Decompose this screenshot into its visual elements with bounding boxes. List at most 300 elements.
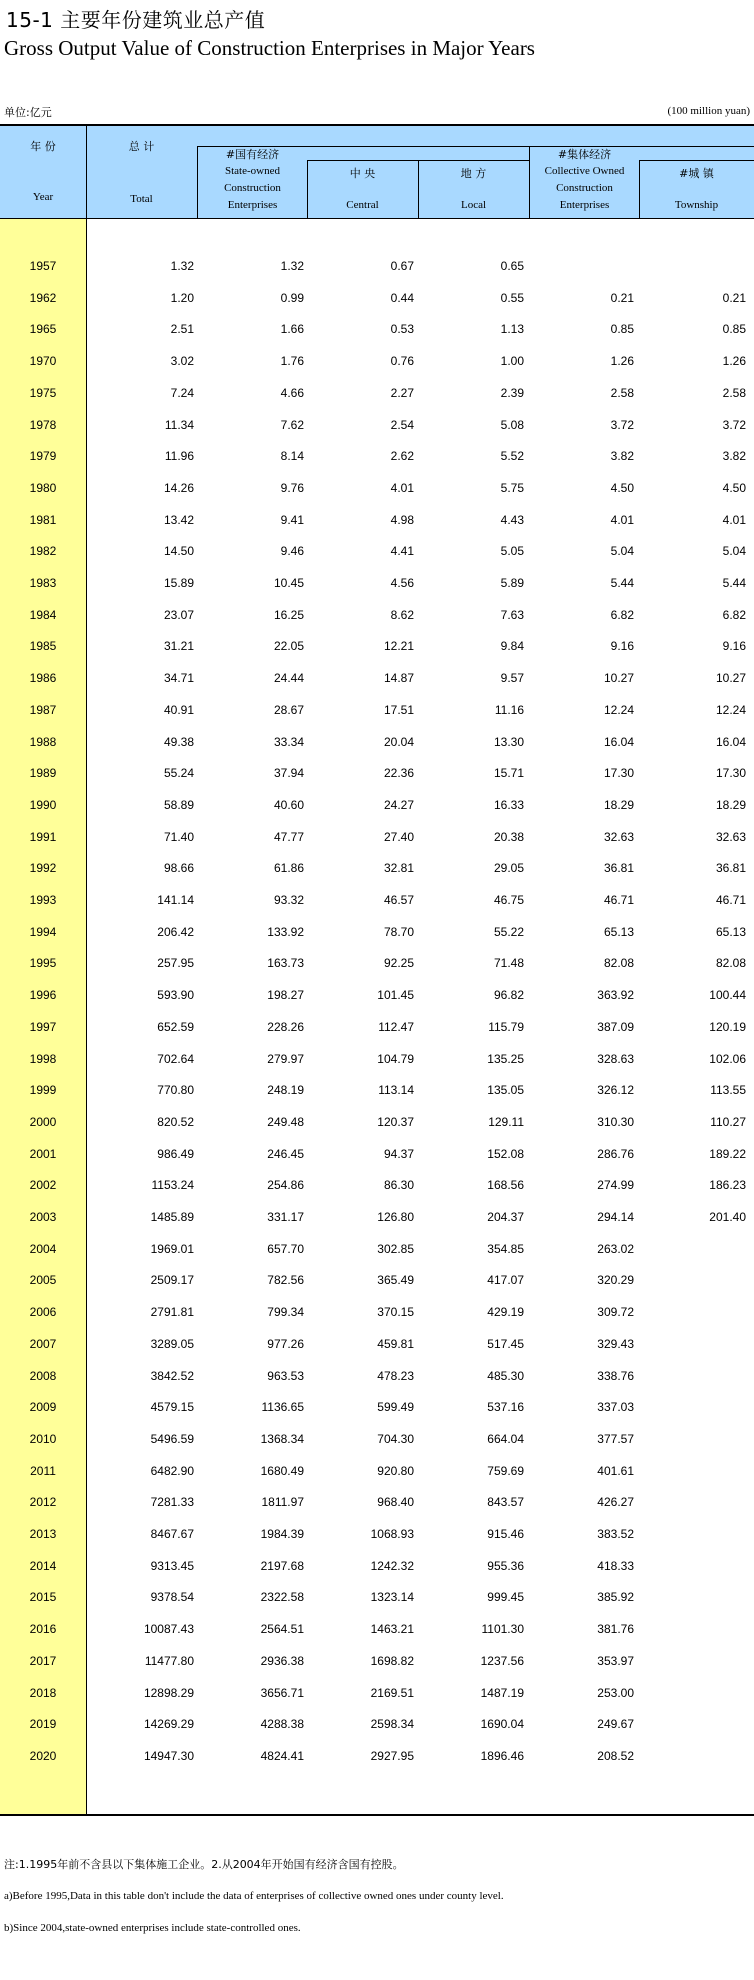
cell-year: 2004	[29, 1242, 57, 1256]
cell-local: 16.33	[493, 798, 524, 812]
cell-collective: 208.52	[597, 1749, 634, 1763]
table-row	[0, 979, 754, 1011]
cell-township: 4.50	[722, 481, 746, 495]
cell-year: 2019	[29, 1717, 57, 1731]
cell-state-owned: 4824.41	[260, 1749, 304, 1763]
cell-total: 3.02	[170, 354, 194, 368]
table-row	[0, 1645, 754, 1677]
cell-total: 652.59	[157, 1020, 194, 1034]
cell-collective: 5.04	[610, 544, 634, 558]
cell-collective: 17.30	[603, 766, 634, 780]
header-coll-cn: #集体经济	[557, 148, 612, 161]
header-local-en: Local	[460, 199, 487, 211]
cell-year: 1980	[29, 481, 57, 495]
cell-central: 22.36	[383, 766, 414, 780]
cell-township: 186.23	[709, 1178, 746, 1192]
table-row	[0, 1613, 754, 1645]
cell-local: 843.57	[487, 1495, 524, 1509]
cell-year: 1993	[29, 893, 57, 907]
cell-state-owned: 977.26	[267, 1337, 304, 1351]
cell-state-owned: 8.14	[280, 449, 304, 463]
cell-total: 34.71	[163, 671, 194, 685]
cell-central: 1323.14	[370, 1590, 414, 1604]
cell-local: 13.30	[493, 735, 524, 749]
cell-state-owned: 16.25	[273, 608, 304, 622]
header-total-cn: 总 计	[128, 140, 155, 153]
cell-state-owned: 10.45	[273, 576, 304, 590]
cell-total: 14.26	[163, 481, 194, 495]
cell-local: 1896.46	[480, 1749, 524, 1763]
cell-collective: 363.92	[597, 988, 634, 1002]
cell-collective: 353.97	[597, 1654, 634, 1668]
cell-township: 12.24	[715, 703, 746, 717]
cell-local: 537.16	[487, 1400, 524, 1414]
cell-state-owned: 1680.49	[260, 1464, 304, 1478]
cell-collective: 263.02	[597, 1242, 634, 1256]
cell-central: 365.49	[377, 1273, 414, 1287]
cell-township: 102.06	[709, 1052, 746, 1066]
cell-collective: 337.03	[597, 1400, 634, 1414]
cell-collective: 329.43	[597, 1337, 634, 1351]
cell-local: 9.57	[500, 671, 524, 685]
cell-township: 32.63	[715, 830, 746, 844]
cell-year: 2020	[29, 1749, 57, 1763]
cell-central: 920.80	[377, 1464, 414, 1478]
cell-local: 759.69	[487, 1464, 524, 1478]
table-row	[0, 1391, 754, 1423]
cell-collective: 0.21	[610, 291, 634, 305]
cell-local: 955.36	[487, 1559, 524, 1573]
cell-year: 1986	[29, 671, 57, 685]
cell-local: 152.08	[487, 1147, 524, 1161]
cell-collective: 36.81	[603, 861, 634, 875]
cell-local: 204.37	[487, 1210, 524, 1224]
cell-local: 0.55	[500, 291, 524, 305]
cell-year: 1987	[29, 703, 57, 717]
header-town-cn: #城 镇	[679, 167, 714, 180]
table-row	[0, 345, 754, 377]
cell-state-owned: 228.26	[267, 1020, 304, 1034]
cell-central: 46.57	[383, 893, 414, 907]
cell-total: 11.96	[164, 449, 194, 463]
cell-total: 1969.01	[150, 1242, 194, 1256]
table-bottom-rule	[0, 1814, 754, 1816]
cell-central: 0.53	[390, 322, 414, 336]
cell-local: 11.16	[494, 703, 524, 717]
cell-collective: 426.27	[597, 1495, 634, 1509]
cell-collective: 3.72	[610, 418, 634, 432]
cell-year: 2009	[29, 1400, 57, 1414]
cell-central: 2.27	[390, 386, 414, 400]
cell-central: 24.27	[383, 798, 414, 812]
cell-total: 1.20	[170, 291, 194, 305]
cell-state-owned: 279.97	[267, 1052, 304, 1066]
cell-local: 115.79	[488, 1020, 524, 1034]
cell-local: 5.89	[500, 576, 524, 590]
cell-total: 7.24	[170, 386, 194, 400]
table-row	[0, 377, 754, 409]
cell-year: 2016	[29, 1622, 57, 1636]
cell-central: 104.79	[377, 1052, 414, 1066]
cell-central: 2598.34	[370, 1717, 414, 1731]
cell-state-owned: 657.70	[267, 1242, 304, 1256]
cell-township: 201.40	[709, 1210, 746, 1224]
cell-local: 1.13	[500, 322, 524, 336]
cell-year: 2011	[30, 1464, 56, 1478]
note-en-a: a)Before 1995,Data in this table don't include the data of enterprises of collective owned ones under county level.	[4, 1890, 504, 1902]
cell-collective: 381.76	[597, 1622, 634, 1636]
cell-collective: 65.13	[603, 925, 634, 939]
cell-collective: 16.04	[603, 735, 634, 749]
cell-central: 2.62	[390, 449, 414, 463]
cell-collective: 387.09	[597, 1020, 634, 1034]
cell-central: 4.41	[390, 544, 414, 558]
cell-central: 1242.32	[370, 1559, 414, 1573]
header-year-en: Year	[32, 191, 54, 203]
cell-total: 986.49	[157, 1147, 194, 1161]
cell-year: 1992	[29, 861, 57, 875]
cell-central: 4.01	[390, 481, 414, 495]
table-row	[0, 630, 754, 662]
table-row	[0, 916, 754, 948]
cell-collective: 4.50	[610, 481, 634, 495]
cell-collective: 12.24	[603, 703, 634, 717]
cell-state-owned: 3656.71	[260, 1686, 304, 1700]
cell-year: 1995	[29, 956, 57, 970]
cell-collective: 385.92	[597, 1590, 634, 1604]
cell-year: 1998	[29, 1052, 57, 1066]
table-row	[0, 1169, 754, 1201]
cell-local: 0.65	[500, 259, 524, 273]
cell-township: 4.01	[722, 513, 746, 527]
cell-year: 2017	[29, 1654, 57, 1668]
cell-local: 999.45	[487, 1590, 524, 1604]
cell-central: 78.70	[383, 925, 414, 939]
table-row	[0, 1518, 754, 1550]
table-row	[0, 313, 754, 345]
cell-central: 17.51	[383, 703, 414, 717]
cell-collective: 401.61	[597, 1464, 634, 1478]
cell-collective: 82.08	[603, 956, 634, 970]
cell-central: 0.76	[390, 354, 414, 368]
cell-local: 4.43	[500, 513, 524, 527]
cell-central: 113.14	[378, 1083, 414, 1097]
cell-state-owned: 9.76	[280, 481, 304, 495]
cell-central: 101.45	[377, 988, 414, 1002]
cell-local: 5.05	[500, 544, 524, 558]
cell-township: 120.19	[709, 1020, 746, 1034]
cell-central: 126.80	[377, 1210, 414, 1224]
cell-total: 14.50	[163, 544, 194, 558]
cell-collective: 326.12	[597, 1083, 634, 1097]
cell-year: 1965	[29, 322, 57, 336]
cell-state-owned: 28.67	[273, 703, 304, 717]
cell-township: 17.30	[715, 766, 746, 780]
cell-total: 98.66	[163, 861, 194, 875]
cell-local: 55.22	[493, 925, 524, 939]
cell-year: 2015	[29, 1590, 57, 1604]
table-row	[0, 1138, 754, 1170]
table-row	[0, 409, 754, 441]
cell-total: 55.24	[163, 766, 194, 780]
cell-township: 110.27	[710, 1115, 746, 1129]
table-row	[0, 1233, 754, 1265]
cell-collective: 286.76	[597, 1147, 634, 1161]
cell-total: 12898.29	[143, 1686, 194, 1700]
cell-local: 135.05	[487, 1083, 524, 1097]
cell-year: 1994	[29, 925, 57, 939]
table-row	[0, 472, 754, 504]
cell-total: 3289.05	[150, 1337, 194, 1351]
cell-state-owned: 249.48	[267, 1115, 304, 1129]
cell-central: 4.98	[390, 513, 414, 527]
table-row	[0, 662, 754, 694]
cell-total: 2.51	[170, 322, 194, 336]
cell-collective: 5.44	[610, 576, 634, 590]
cell-year: 1991	[29, 830, 57, 844]
cell-state-owned: 963.53	[267, 1369, 304, 1383]
cell-year: 1981	[29, 513, 57, 527]
cell-total: 11.34	[164, 418, 194, 432]
unit-label-en: (100 million yuan)	[667, 105, 750, 117]
table-row	[0, 1201, 754, 1233]
table-row	[0, 1074, 754, 1106]
cell-central: 599.49	[377, 1400, 414, 1414]
cell-state-owned: 2322.58	[260, 1590, 304, 1604]
cell-township: 3.82	[722, 449, 746, 463]
cell-local: 354.85	[487, 1242, 524, 1256]
cell-local: 417.07	[487, 1273, 524, 1287]
cell-central: 459.81	[377, 1337, 414, 1351]
cell-township: 65.13	[715, 925, 746, 939]
cell-total: 6482.90	[150, 1464, 194, 1478]
cell-township: 18.29	[715, 798, 746, 812]
cell-year: 1984	[29, 608, 57, 622]
cell-total: 13.42	[163, 513, 194, 527]
cell-collective: 6.82	[610, 608, 634, 622]
header-local-cn: 地 方	[460, 167, 487, 180]
cell-local: 1237.56	[480, 1654, 524, 1668]
cell-collective: 0.85	[610, 322, 634, 336]
table-row	[0, 789, 754, 821]
cell-total: 206.42	[157, 925, 194, 939]
cell-collective: 253.00	[597, 1686, 634, 1700]
cell-year: 1999	[29, 1083, 57, 1097]
table-row	[0, 1677, 754, 1709]
cell-central: 112.47	[378, 1020, 414, 1034]
cell-state-owned: 22.05	[273, 639, 304, 653]
cell-central: 302.85	[377, 1242, 414, 1256]
cell-year: 2007	[29, 1337, 57, 1351]
table-row	[0, 757, 754, 789]
cell-year: 1970	[29, 354, 57, 368]
header-line-town-top	[639, 160, 754, 161]
cell-state-owned: 1984.39	[260, 1527, 304, 1541]
cell-local: 5.08	[500, 418, 524, 432]
cell-local: 1.00	[500, 354, 524, 368]
cell-year: 2013	[29, 1527, 57, 1541]
table-row	[0, 884, 754, 916]
cell-township: 16.04	[715, 735, 746, 749]
cell-township: 0.21	[722, 291, 746, 305]
cell-township: 10.27	[715, 671, 746, 685]
cell-collective: 274.99	[597, 1178, 634, 1192]
table-row	[0, 1708, 754, 1740]
cell-collective: 46.71	[603, 893, 634, 907]
header-year-cn: 年 份	[30, 140, 56, 153]
cell-total: 11477.80	[144, 1654, 194, 1668]
cell-total: 14269.29	[143, 1717, 194, 1731]
cell-collective: 3.82	[610, 449, 634, 463]
cell-state-owned: 33.34	[273, 735, 304, 749]
cell-total: 770.80	[157, 1083, 194, 1097]
unit-label-cn: 单位:亿元	[4, 106, 52, 119]
cell-township: 189.22	[709, 1147, 746, 1161]
table-row	[0, 726, 754, 758]
table-row	[0, 1455, 754, 1487]
cell-total: 14947.30	[143, 1749, 194, 1763]
cell-central: 704.30	[377, 1432, 414, 1446]
cell-state-owned: 1.66	[280, 322, 304, 336]
cell-township: 5.04	[722, 544, 746, 558]
cell-local: 429.19	[487, 1305, 524, 1319]
cell-total: 4579.15	[150, 1400, 194, 1414]
cell-total: 2509.17	[150, 1273, 194, 1287]
cell-central: 12.21	[383, 639, 414, 653]
cell-central: 94.37	[383, 1147, 414, 1161]
note-cn: 注:1.1995年前不含县以下集体施工企业。2.从2004年开始国有经济含国有控股。	[4, 1858, 404, 1871]
cell-total: 7281.33	[150, 1495, 194, 1509]
cell-local: 915.46	[487, 1527, 524, 1541]
cell-collective: 328.63	[597, 1052, 634, 1066]
table-row	[0, 1550, 754, 1582]
cell-state-owned: 24.44	[273, 671, 304, 685]
cell-township: 9.16	[722, 639, 746, 653]
header-bottom-rule	[0, 218, 754, 219]
table-row	[0, 1328, 754, 1360]
cell-collective: 320.29	[597, 1273, 634, 1287]
cell-year: 2008	[29, 1369, 57, 1383]
table-row	[0, 1043, 754, 1075]
cell-central: 4.56	[390, 576, 414, 590]
cell-central: 2927.95	[370, 1749, 414, 1763]
cell-state-owned: 0.99	[280, 291, 304, 305]
cell-state-owned: 61.86	[273, 861, 304, 875]
cell-total: 1485.89	[150, 1210, 194, 1224]
cell-state-owned: 93.32	[273, 893, 304, 907]
cell-local: 5.52	[500, 449, 524, 463]
header-line-state-top	[197, 146, 754, 147]
cell-township: 2.58	[722, 386, 746, 400]
table-row	[0, 694, 754, 726]
cell-year: 1982	[29, 544, 57, 558]
header-central-cn: 中 央	[349, 167, 376, 180]
cell-township: 6.82	[722, 608, 746, 622]
table-row	[0, 282, 754, 314]
header-state-en-1: State-owned	[225, 165, 280, 177]
cell-collective: 249.67	[597, 1717, 634, 1731]
table-row	[0, 250, 754, 282]
cell-year: 1997	[29, 1020, 57, 1034]
cell-collective: 1.26	[610, 354, 634, 368]
cell-central: 370.15	[377, 1305, 414, 1319]
cell-central: 92.25	[383, 956, 414, 970]
cell-local: 135.25	[487, 1052, 524, 1066]
cell-total: 3842.52	[150, 1369, 194, 1383]
cell-year: 1979	[29, 449, 57, 463]
cell-township: 46.71	[715, 893, 746, 907]
cell-year: 1989	[29, 766, 57, 780]
cell-state-owned: 1811.97	[261, 1495, 304, 1509]
cell-total: 9378.54	[150, 1590, 194, 1604]
cell-local: 664.04	[487, 1432, 524, 1446]
cell-collective: 338.76	[597, 1369, 634, 1383]
cell-collective: 18.29	[603, 798, 634, 812]
title-cn: 15-1 主要年份建筑业总产值	[6, 8, 266, 32]
table-row	[0, 567, 754, 599]
note-en-b: b)Since 2004,state-owned enterprises include state-controlled ones.	[4, 1922, 301, 1934]
cell-township: 3.72	[722, 418, 746, 432]
cell-year: 2001	[29, 1147, 57, 1161]
table-row	[0, 1106, 754, 1138]
cell-year: 1957	[29, 259, 57, 273]
cell-local: 29.05	[493, 861, 524, 875]
cell-year: 2006	[29, 1305, 57, 1319]
cell-total: 58.89	[163, 798, 194, 812]
cell-year: 1996	[29, 988, 57, 1002]
cell-collective: 2.58	[610, 386, 634, 400]
cell-collective: 4.01	[610, 513, 634, 527]
table-row	[0, 852, 754, 884]
cell-total: 257.95	[157, 956, 194, 970]
cell-total: 593.90	[157, 988, 194, 1002]
cell-state-owned: 331.17	[267, 1210, 304, 1224]
table-row	[0, 1264, 754, 1296]
table-row	[0, 599, 754, 631]
cell-state-owned: 7.62	[280, 418, 304, 432]
cell-state-owned: 254.86	[267, 1178, 304, 1192]
header-coll-en-2: Construction	[556, 182, 613, 194]
cell-local: 46.75	[493, 893, 524, 907]
cell-state-owned: 2197.68	[260, 1559, 304, 1573]
cell-state-owned: 782.56	[267, 1273, 304, 1287]
cell-year: 2005	[29, 1273, 57, 1287]
table-row	[0, 504, 754, 536]
cell-year: 2014	[29, 1559, 57, 1573]
cell-state-owned: 4.66	[280, 386, 304, 400]
cell-central: 968.40	[377, 1495, 414, 1509]
cell-local: 9.84	[500, 639, 524, 653]
cell-state-owned: 37.94	[273, 766, 304, 780]
cell-collective: 10.27	[603, 671, 634, 685]
cell-total: 1.32	[170, 259, 194, 273]
cell-state-owned: 2936.38	[260, 1654, 304, 1668]
cell-state-owned: 1136.65	[261, 1400, 304, 1414]
cell-state-owned: 47.77	[273, 830, 304, 844]
cell-year: 1988	[29, 735, 57, 749]
cell-year: 2002	[29, 1178, 57, 1192]
cell-year: 1990	[29, 798, 57, 812]
cell-year: 1975	[29, 386, 57, 400]
cell-central: 8.62	[390, 608, 414, 622]
cell-total: 40.91	[163, 703, 194, 717]
cell-collective: 32.63	[603, 830, 634, 844]
cell-local: 5.75	[500, 481, 524, 495]
cell-total: 702.64	[157, 1052, 194, 1066]
cell-year: 1985	[29, 639, 57, 653]
cell-total: 5496.59	[150, 1432, 194, 1446]
cell-township: 113.55	[710, 1083, 746, 1097]
